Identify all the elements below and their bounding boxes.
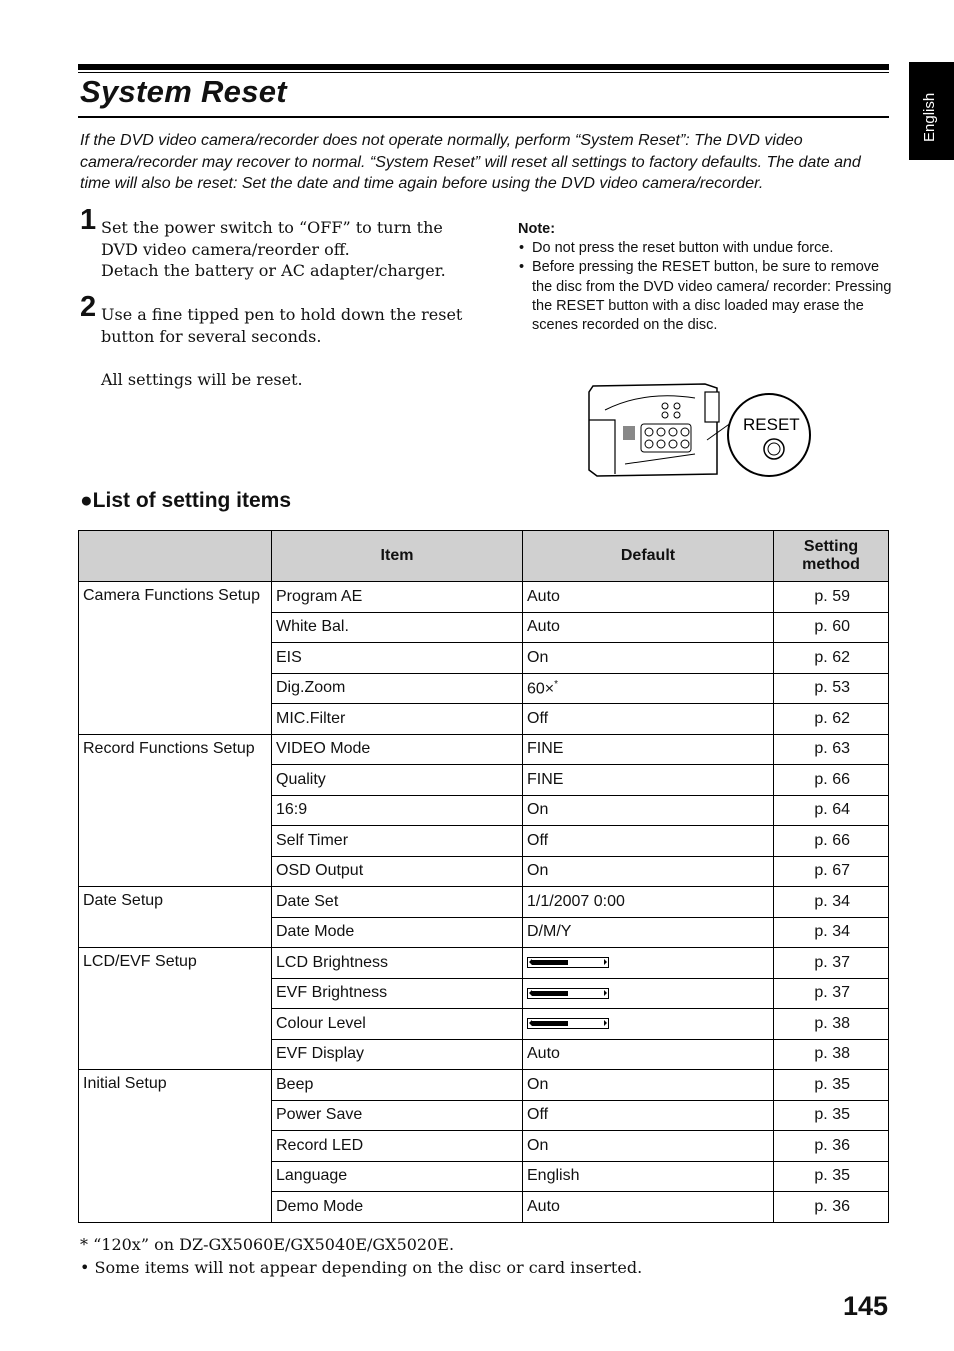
setting-method-cell: p. 38 bbox=[774, 1009, 889, 1040]
default-cell bbox=[523, 795, 774, 826]
note-item: • Do not press the reset button with undue force. bbox=[518, 239, 893, 258]
default-cell bbox=[523, 612, 774, 643]
right-arrow-icon bbox=[604, 990, 607, 996]
default-cell bbox=[523, 643, 774, 674]
default-value: On bbox=[527, 1075, 549, 1093]
default-cell bbox=[523, 1192, 774, 1223]
default-value: 60× bbox=[527, 679, 555, 697]
header-setting-method: Setting method bbox=[774, 531, 889, 582]
default-cell bbox=[523, 734, 774, 765]
default-value: Off bbox=[527, 709, 549, 727]
note-item: • Before pressing the RESET button, be sure to remove the disc from the DVD video camera/ recorder: Pressing the RESET button with a disc loaded may erase the scenes recorded on the disc. bbox=[518, 258, 893, 335]
table-row bbox=[79, 887, 889, 918]
note-box bbox=[518, 220, 893, 335]
default-cell bbox=[523, 978, 774, 1009]
default-value: On bbox=[527, 648, 549, 666]
level-fill bbox=[532, 991, 568, 996]
level-bar bbox=[527, 1018, 609, 1029]
level-bar bbox=[527, 988, 609, 999]
header-item: Item bbox=[272, 531, 523, 582]
default-value: On bbox=[527, 801, 549, 819]
step-text-2: Detach the battery or AC adapter/charger. bbox=[101, 261, 446, 280]
reset-label: RESET bbox=[743, 415, 800, 434]
table-row bbox=[79, 582, 889, 613]
default-cell bbox=[523, 1161, 774, 1192]
level-fill bbox=[532, 960, 568, 965]
setting-method-cell: p. 59 bbox=[774, 582, 889, 613]
setting-method-cell: p. 35 bbox=[774, 1161, 889, 1192]
group-cell: LCD/EVF Setup bbox=[79, 948, 272, 1070]
default-value: Auto bbox=[527, 587, 560, 605]
default-cell bbox=[523, 1131, 774, 1162]
step-text-2: All settings will be reset. bbox=[101, 370, 303, 389]
setting-method-cell: p. 62 bbox=[774, 643, 889, 674]
item-cell: Language bbox=[272, 1161, 523, 1192]
table-header-row bbox=[79, 531, 889, 582]
setting-method-cell: p. 63 bbox=[774, 734, 889, 765]
default-cell bbox=[523, 826, 774, 857]
page-title: System Reset bbox=[80, 74, 287, 109]
step-number: 2 bbox=[80, 291, 97, 323]
default-cell bbox=[523, 948, 774, 979]
setting-method-cell: p. 37 bbox=[774, 978, 889, 1009]
header-default: Default bbox=[523, 531, 774, 582]
default-value: Auto bbox=[527, 1045, 560, 1063]
page-number: 145 bbox=[842, 1291, 888, 1321]
table-row bbox=[79, 948, 889, 979]
default-cell bbox=[523, 1039, 774, 1070]
default-value: English bbox=[527, 1167, 580, 1185]
table-row bbox=[79, 734, 889, 765]
default-value: Off bbox=[527, 831, 549, 849]
intro-paragraph: If the DVD video camera/recorder does not operate normally, perform “System Reset”: The DVD video camera/recorder may recover to normal. “System Reset” will reset all settings to factory defaults. The date and time will also be reset: Set the date and time again before using the DVD video camera/recorder. bbox=[80, 132, 861, 192]
group-cell: Date Setup bbox=[79, 887, 272, 948]
item-cell: Program AE bbox=[272, 582, 523, 613]
item-cell: OSD Output bbox=[272, 856, 523, 887]
setting-method-cell: p. 36 bbox=[774, 1192, 889, 1223]
note-heading: Note: bbox=[518, 221, 556, 237]
default-value: Off bbox=[527, 1106, 549, 1124]
right-arrow-icon bbox=[604, 1020, 607, 1026]
default-cell bbox=[523, 582, 774, 613]
item-cell: White Bal. bbox=[272, 612, 523, 643]
level-fill bbox=[532, 1021, 568, 1026]
setting-method-cell: p. 64 bbox=[774, 795, 889, 826]
setting-method-cell: p. 66 bbox=[774, 826, 889, 857]
right-arrow-icon bbox=[604, 959, 607, 965]
item-cell: Quality bbox=[272, 765, 523, 796]
footnote-bullet: • Some items will not appear depending on the disc or card inserted. bbox=[80, 1258, 643, 1277]
table-row bbox=[79, 1070, 889, 1101]
default-cell bbox=[523, 917, 774, 948]
item-cell: Record LED bbox=[272, 1131, 523, 1162]
group-cell: Initial Setup bbox=[79, 1070, 272, 1223]
top-rule bbox=[78, 64, 889, 70]
settings-table bbox=[78, 530, 889, 1223]
footnote-marker: * bbox=[554, 678, 559, 690]
default-value: FINE bbox=[527, 740, 564, 758]
language-tab bbox=[909, 62, 954, 160]
default-cell bbox=[523, 1100, 774, 1131]
item-cell: Dig.Zoom bbox=[272, 673, 523, 704]
item-cell: VIDEO Mode bbox=[272, 734, 523, 765]
item-cell: Date Mode bbox=[272, 917, 523, 948]
item-cell: Power Save bbox=[272, 1100, 523, 1131]
default-value: FINE bbox=[527, 770, 564, 788]
default-value: On bbox=[527, 862, 549, 880]
level-bar bbox=[527, 957, 609, 968]
camera-reset-illustration bbox=[585, 380, 815, 480]
header-group bbox=[79, 531, 272, 582]
default-cell bbox=[523, 1009, 774, 1040]
default-cell bbox=[523, 887, 774, 918]
default-value: D/M/Y bbox=[527, 923, 572, 941]
section-heading: ●List of setting items bbox=[80, 489, 292, 512]
step-text: Use a fine tipped pen to hold down the reset button for several seconds. bbox=[101, 305, 463, 346]
step-text: Set the power switch to “OFF” to turn the DVD video camera/reorder off. bbox=[101, 218, 443, 259]
default-cell bbox=[523, 673, 774, 704]
item-cell: MIC.Filter bbox=[272, 704, 523, 735]
step-2 bbox=[80, 291, 480, 391]
setting-method-cell: p. 38 bbox=[774, 1039, 889, 1070]
setting-method-cell: p. 37 bbox=[774, 948, 889, 979]
setting-method-cell: p. 67 bbox=[774, 856, 889, 887]
default-value: Auto bbox=[527, 1197, 560, 1215]
item-cell: LCD Brightness bbox=[272, 948, 523, 979]
group-cell: Record Functions Setup bbox=[79, 734, 272, 887]
item-cell: Demo Mode bbox=[272, 1192, 523, 1223]
item-cell: EVF Brightness bbox=[272, 978, 523, 1009]
item-cell: EVF Display bbox=[272, 1039, 523, 1070]
item-cell: Colour Level bbox=[272, 1009, 523, 1040]
title-rule bbox=[78, 116, 889, 118]
language-tab-label: English bbox=[921, 92, 938, 142]
item-cell: EIS bbox=[272, 643, 523, 674]
item-cell: Beep bbox=[272, 1070, 523, 1101]
item-cell: Self Timer bbox=[272, 826, 523, 857]
default-value: On bbox=[527, 1136, 549, 1154]
default-cell bbox=[523, 856, 774, 887]
step-1 bbox=[80, 204, 480, 282]
default-cell bbox=[523, 704, 774, 735]
default-cell bbox=[523, 1070, 774, 1101]
default-cell bbox=[523, 765, 774, 796]
setting-method-cell: p. 53 bbox=[774, 673, 889, 704]
step-number: 1 bbox=[80, 204, 97, 236]
setting-method-cell: p. 36 bbox=[774, 1131, 889, 1162]
group-cell: Camera Functions Setup bbox=[79, 582, 272, 735]
default-value: 1/1/2007 0:00 bbox=[527, 892, 625, 910]
setting-method-cell: p. 34 bbox=[774, 917, 889, 948]
setting-method-cell: p. 35 bbox=[774, 1100, 889, 1131]
item-cell: 16:9 bbox=[272, 795, 523, 826]
top-rule-thin bbox=[78, 72, 889, 73]
setting-method-cell: p. 35 bbox=[774, 1070, 889, 1101]
item-cell: Date Set bbox=[272, 887, 523, 918]
setting-method-cell: p. 66 bbox=[774, 765, 889, 796]
setting-method-cell: p. 34 bbox=[774, 887, 889, 918]
default-value: Auto bbox=[527, 618, 560, 636]
setting-method-cell: p. 60 bbox=[774, 612, 889, 643]
footnote-asterisk: * “120x” on DZ-GX5060E/GX5040E/GX5020E. bbox=[80, 1235, 455, 1254]
setting-method-cell: p. 62 bbox=[774, 704, 889, 735]
